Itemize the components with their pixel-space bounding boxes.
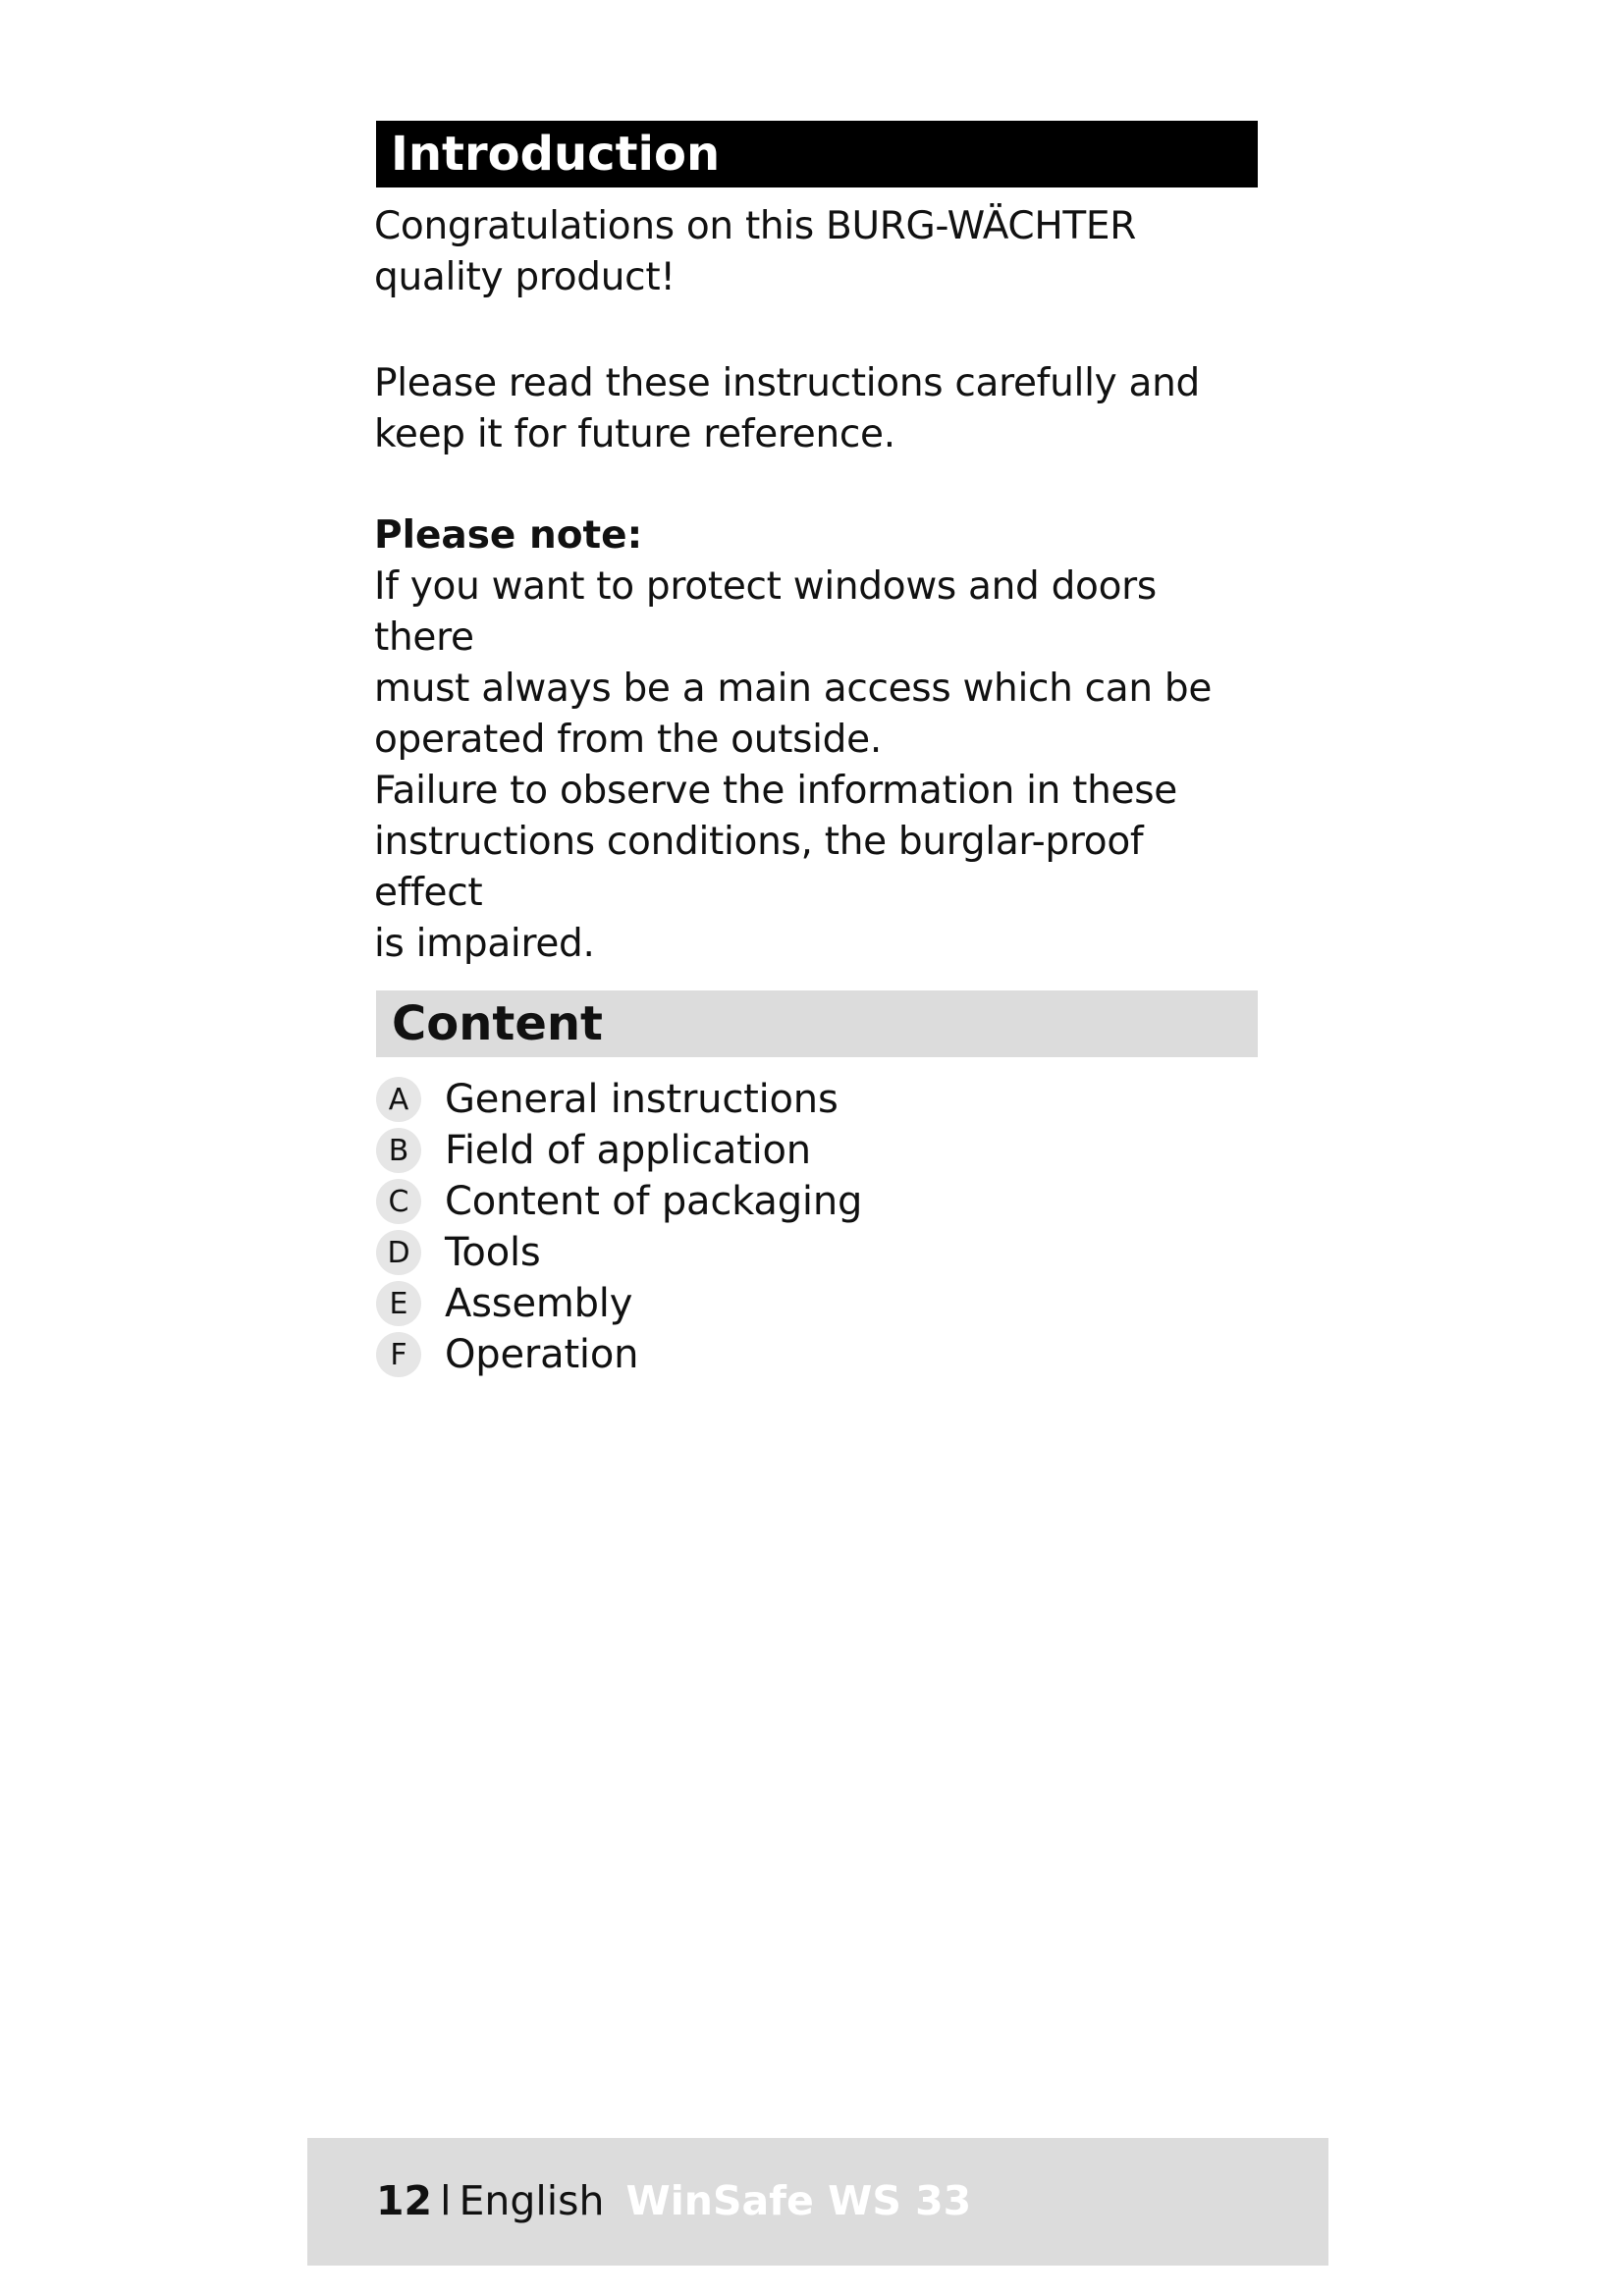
text-line: Please read these instructions carefully and — [374, 361, 1200, 405]
main-access-paragraph — [374, 561, 1258, 766]
text-line: must always be a main access which can be — [374, 667, 1213, 711]
section-letter-badge: D — [376, 1230, 421, 1275]
toc-item-content-of-packaging — [376, 1176, 862, 1227]
failure-warning-paragraph — [374, 766, 1258, 970]
section-letter-badge: F — [376, 1332, 421, 1377]
toc-item-label: General instructions — [445, 1077, 839, 1122]
text-line: If you want to protect windows and doors there — [374, 564, 1157, 660]
content-heading: Content — [376, 990, 1258, 1057]
footer-language: English — [459, 2177, 605, 2224]
text-line: keep it for future reference. — [374, 412, 895, 456]
footer-text — [376, 2173, 971, 2228]
congratulations-paragraph — [374, 201, 1258, 303]
footer-separator: l — [440, 2177, 452, 2224]
toc-item-tools — [376, 1227, 862, 1278]
section-letter-badge: A — [376, 1077, 421, 1122]
toc-item-label: Assembly — [445, 1281, 633, 1326]
toc-item-field-of-application — [376, 1125, 862, 1176]
please-note-heading: Please note: — [374, 513, 643, 558]
toc-item-general-instructions — [376, 1074, 862, 1125]
toc-item-label: Content of packaging — [445, 1179, 863, 1224]
page-footer — [307, 2138, 1328, 2266]
text-line: instructions conditions, the burglar-proof effect — [374, 820, 1144, 915]
toc-item-label: Tools — [445, 1230, 541, 1275]
read-instructions-paragraph — [374, 358, 1258, 460]
toc-item-label: Field of application — [445, 1128, 811, 1173]
section-letter-badge: E — [376, 1281, 421, 1326]
table-of-contents — [376, 1074, 862, 1380]
page-number: 12 — [376, 2177, 433, 2224]
toc-item-operation — [376, 1329, 862, 1380]
introduction-heading: Introduction — [376, 121, 1258, 187]
toc-item-assembly — [376, 1278, 862, 1329]
text-line: Failure to observe the information in these — [374, 769, 1177, 813]
text-line: Congratulations on this BURG-WÄCHTER — [374, 204, 1137, 248]
footer-product-name: WinSafe WS 33 — [625, 2177, 972, 2224]
text-line: operated from the outside. — [374, 718, 882, 762]
section-letter-badge: C — [376, 1179, 421, 1224]
section-letter-badge: B — [376, 1128, 421, 1173]
text-line: quality product! — [374, 255, 676, 299]
toc-item-label: Operation — [445, 1332, 639, 1377]
text-line: is impaired. — [374, 922, 595, 966]
